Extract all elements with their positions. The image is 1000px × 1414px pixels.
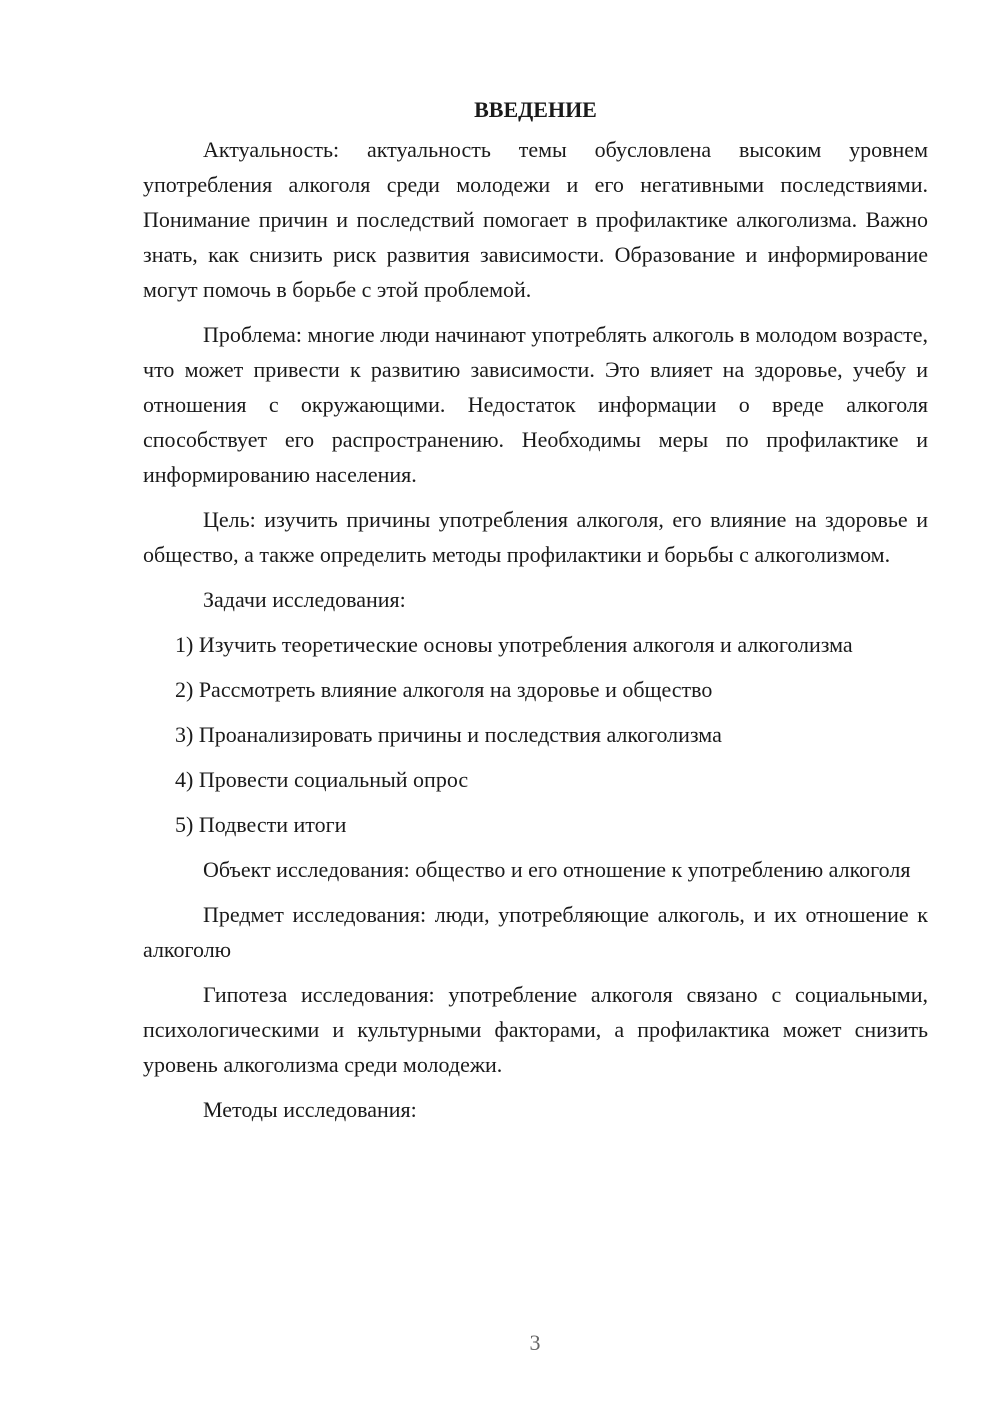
- hypothesis-paragraph: Гипотеза исследования: употребление алкоголя связано с социальными, психологическими и культурными факторами, а профилактика может снизить уровень алкоголизма среди молодежи.: [143, 982, 928, 1077]
- list-item-task-4: 4) Провести социальный опрос: [175, 767, 469, 792]
- subject-paragraph: Предмет исследования: люди, употребляющие алкоголь, и их отношение к алкоголю: [143, 902, 928, 962]
- list-item-task-5: 5) Подвести итоги: [175, 812, 347, 837]
- list-item-task-3: 3) Проанализировать причины и последствия алкоголизма: [175, 722, 722, 747]
- document-page: [143, 92, 928, 1137]
- problem-paragraph: Проблема: многие люди начинают употреблять алкоголь в молодом возрасте, что может привести к развитию зависимости. Это влияет на здоровье, учебу и отношения с окружающими. Недостаток информации о вреде алкоголя способствует его распространению. Необходимы меры по профилактике и информированию населения.: [143, 322, 928, 487]
- methods-heading: Методы исследования:: [203, 1097, 417, 1122]
- tasks-heading: Задачи исследования:: [203, 587, 406, 612]
- object-paragraph: Объект исследования: общество и его отношение к употреблению алкоголя: [203, 857, 911, 882]
- goal-paragraph: Цель: изучить причины употребления алкоголя, его влияние на здоровье и общество, а также определить методы профилактики и борьбы с алкоголизмом.: [143, 507, 928, 567]
- relevance-paragraph: Актуальность: актуальность темы обусловлена высоким уровнем употребления алкоголя среди молодежи и его негативными последствиями. Понимание причин и последствий помогает в профилактике алкоголизма. Важно знать, как снизить риск развития зависимости. Образование и информирование могут помочь в борьбе с этой проблемой.: [143, 137, 928, 302]
- list-item-task-2: 2) Рассмотреть влияние алкоголя на здоровье и общество: [175, 677, 713, 702]
- tasks-list: [143, 627, 928, 842]
- list-item-task-1: 1) Изучить теоретические основы употребления алкоголя и алкоголизма: [175, 632, 853, 657]
- page-number: 3: [529, 1330, 541, 1355]
- section-title: ВВЕДЕНИЕ: [474, 97, 597, 122]
